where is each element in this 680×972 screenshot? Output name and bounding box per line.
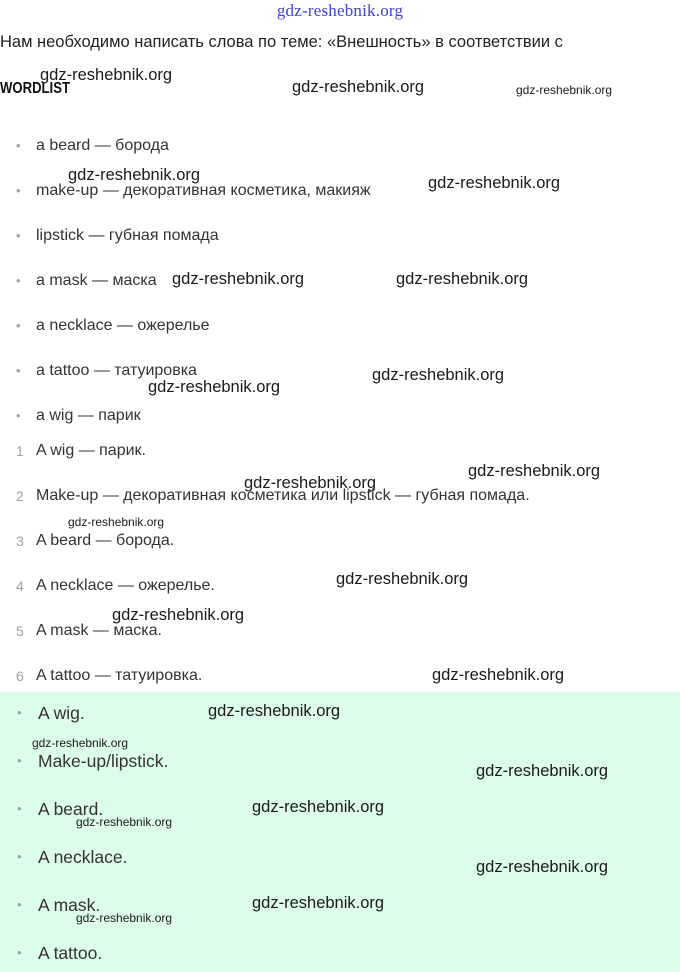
item-number: 1 [16,443,24,459]
bullet-icon: • [16,363,21,378]
answer-text: A tattoo. [38,943,103,963]
watermark: gdz-reshebnik.org [244,474,377,492]
wordlist-item-text: a tattoo — татуировка [36,362,197,379]
bullet-icon: • [16,138,21,153]
watermark: gdz-reshebnik.org [336,570,469,588]
numbered-item-text: A tattoo — татуировка. [36,667,203,684]
numbered-item-text: A mask — маска. [36,622,162,639]
item-number: 4 [16,578,24,594]
numbered-item-text: Make-up — декоративная косметика или lipstick — губная помада. [36,487,530,504]
watermark: gdz-reshebnik.org [516,83,613,97]
bullet-icon: • [17,801,22,816]
bullet-icon: • [16,183,21,198]
bullet-icon: • [17,705,22,720]
watermark: gdz-reshebnik.org [68,515,165,529]
bullet-icon: • [16,228,21,243]
answer-text: A beard. [38,799,104,819]
answer-text: A mask. [38,895,101,915]
answer-text: A wig. [38,703,85,723]
answer-text: A necklace. [38,847,128,867]
watermark: gdz-reshebnik.org [208,702,341,720]
item-number: 2 [16,488,24,504]
watermark: gdz-reshebnik.org [148,378,281,396]
numbered-item-text: A wig — парик. [36,442,146,459]
bullet-icon: • [16,318,21,333]
watermark: gdz-reshebnik.org [32,736,129,750]
wordlist-heading: WORDLIST [0,80,70,97]
bullet-icon: • [16,408,21,423]
watermark: gdz-reshebnik.org [76,815,173,829]
site-header-watermark: gdz-reshebnik.org [276,1,404,20]
bullet-icon: • [16,273,21,288]
answer-box [0,692,680,972]
watermark: gdz-reshebnik.org [112,606,245,624]
wordlist-item-text: a beard — борода [36,137,169,154]
watermark: gdz-reshebnik.org [396,270,529,288]
watermark: gdz-reshebnik.org [40,66,173,84]
item-number: 6 [16,668,24,684]
watermark: gdz-reshebnik.org [476,858,609,876]
numbered-item-text: A necklace — ожерелье. [36,577,215,594]
watermark: gdz-reshebnik.org [172,270,305,288]
wordlist-item-text: a wig — парик [36,407,141,424]
item-number: 5 [16,623,24,639]
bullet-icon: • [17,945,22,960]
watermark: gdz-reshebnik.org [428,174,561,192]
wordlist-item-text: lipstick — губная помада [36,227,219,244]
watermark: gdz-reshebnik.org [432,666,565,684]
wordlist-item-text: a necklace — ожерелье [36,317,210,334]
watermark: gdz-reshebnik.org [476,762,609,780]
watermark: gdz-reshebnik.org [372,366,505,384]
watermark: gdz-reshebnik.org [68,166,201,184]
bullet-icon: • [17,897,22,912]
watermark: gdz-reshebnik.org [468,462,601,480]
watermark: gdz-reshebnik.org [252,798,385,816]
bullet-icon: • [17,849,22,864]
wordlist-item-text: make-up — декоративная косметика, макияж [36,182,371,199]
watermark: gdz-reshebnik.org [292,78,425,96]
answer-text: Make-up/lipstick. [38,751,169,771]
watermark: gdz-reshebnik.org [252,894,385,912]
watermark: gdz-reshebnik.org [76,911,173,925]
numbered-item-text: A beard — борода. [36,532,175,549]
bullet-icon: • [17,753,22,768]
intro-text: Нам необходимо написать слова по теме: «Внешность» в соответствии с [0,33,563,51]
item-number: 3 [16,533,24,549]
wordlist-item-text: a mask — маска [36,272,157,289]
